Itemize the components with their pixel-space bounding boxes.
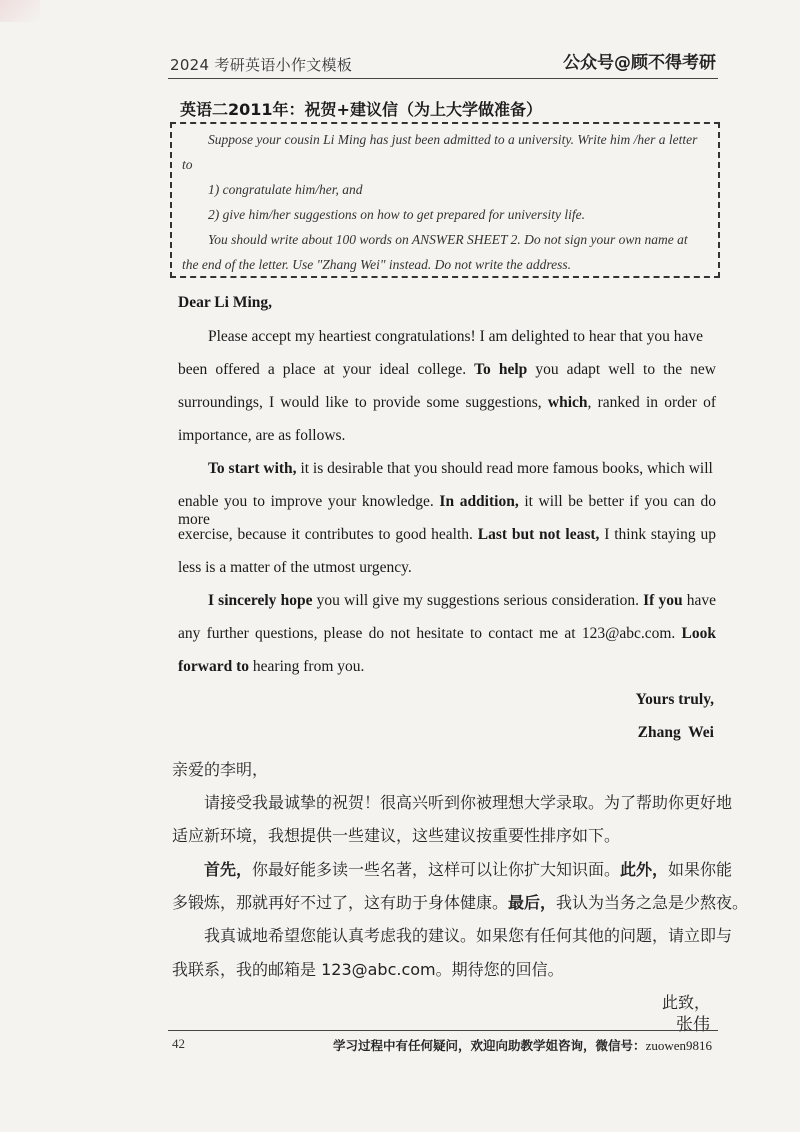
letter-salutation: Dear Li Ming, [178, 294, 272, 311]
prompt-line: the end of the letter. Use "Zhang Wei" instead. Do not write the address. [182, 257, 572, 272]
letter-line: been offered a place at your ideal college. To help you adapt well to the new [178, 361, 716, 378]
translation-signature: 张伟 [676, 1015, 710, 1035]
header-title: 2024 考研英语小作文模板 [170, 56, 353, 74]
corner-smudge [0, 0, 40, 22]
header-account: 公众号@顾不得考研 [563, 53, 716, 73]
letter-line: surroundings, I would like to provide some suggestions, which, ranked in order of [178, 394, 717, 411]
translation-line: 多锻炼，那就再好不过了，这有助于身体健康。最后，我认为当务之急是少熬夜。 [172, 893, 749, 912]
letter-line: importance, are as follows. [178, 427, 346, 444]
translation-closing: 此致， [661, 993, 710, 1012]
page-number: 42 [172, 1036, 185, 1051]
letter-line: less is a matter of the utmost urgency. [178, 559, 412, 576]
header-rule [168, 78, 718, 79]
prompt-line: Suppose your cousin Li Ming has just been admitted to a university. Write him /her a letter [208, 132, 698, 147]
prompt-box [170, 122, 720, 278]
prompt-line: You should write about 100 words on ANSWER SHEET 2. Do not sign your own name at [208, 232, 688, 247]
section-title: 英语二2011年：祝贺+建议信（为上大学做准备） [180, 100, 542, 119]
translation-line: 首先，你最好能多读一些名著，这样可以让你扩大知识面。此外，如果你能 [204, 860, 733, 879]
translation-line: 适应新环境，我想提供一些建议，这些建议按重要性排序如下。 [172, 826, 621, 845]
footer-rule [168, 1030, 718, 1031]
prompt-line: 1) congratulate him/her, and [208, 182, 363, 197]
letter-line: enable you to improve your knowledge. In addition, it will be better if you can do more [178, 493, 717, 528]
letter-signature: Zhang Wei [637, 724, 714, 741]
letter-line: exercise, because it contributes to good health. Last but not least, I think staying up [178, 526, 717, 543]
letter-line: forward to hearing from you. [178, 658, 365, 675]
letter-line: To start with, it is desirable that you should read more famous books, which will [208, 460, 713, 477]
translation-salutation: 亲爱的李明， [172, 760, 269, 779]
letter-line: any further questions, please do not hesitate to contact me at 123@abc.com. Look [178, 625, 716, 642]
footer-note: 学习过程中有任何疑问，欢迎向助教学姐咨询，微信号：zuowen9816 [333, 1038, 712, 1053]
letter-closing: Yours truly, [635, 691, 714, 708]
translation-line: 我联系，我的邮箱是 123@abc.com。期待您的回信。 [172, 960, 564, 979]
translation-line: 请接受我最诚挚的祝贺！很高兴听到你被理想大学录取。为了帮助你更好地 [204, 793, 733, 812]
prompt-line: to [182, 157, 193, 172]
prompt-line: 2) give him/her suggestions on how to get prepared for university life. [208, 207, 585, 222]
letter-line: Please accept my heartiest congratulations! I am delighted to hear that you have [208, 328, 703, 345]
translation-line: 我真诚地希望您能认真考虑我的建议。如果您有任何其他的问题，请立即与 [204, 926, 733, 945]
letter-line: I sincerely hope you will give my suggestions serious consideration. If you have [208, 592, 717, 609]
